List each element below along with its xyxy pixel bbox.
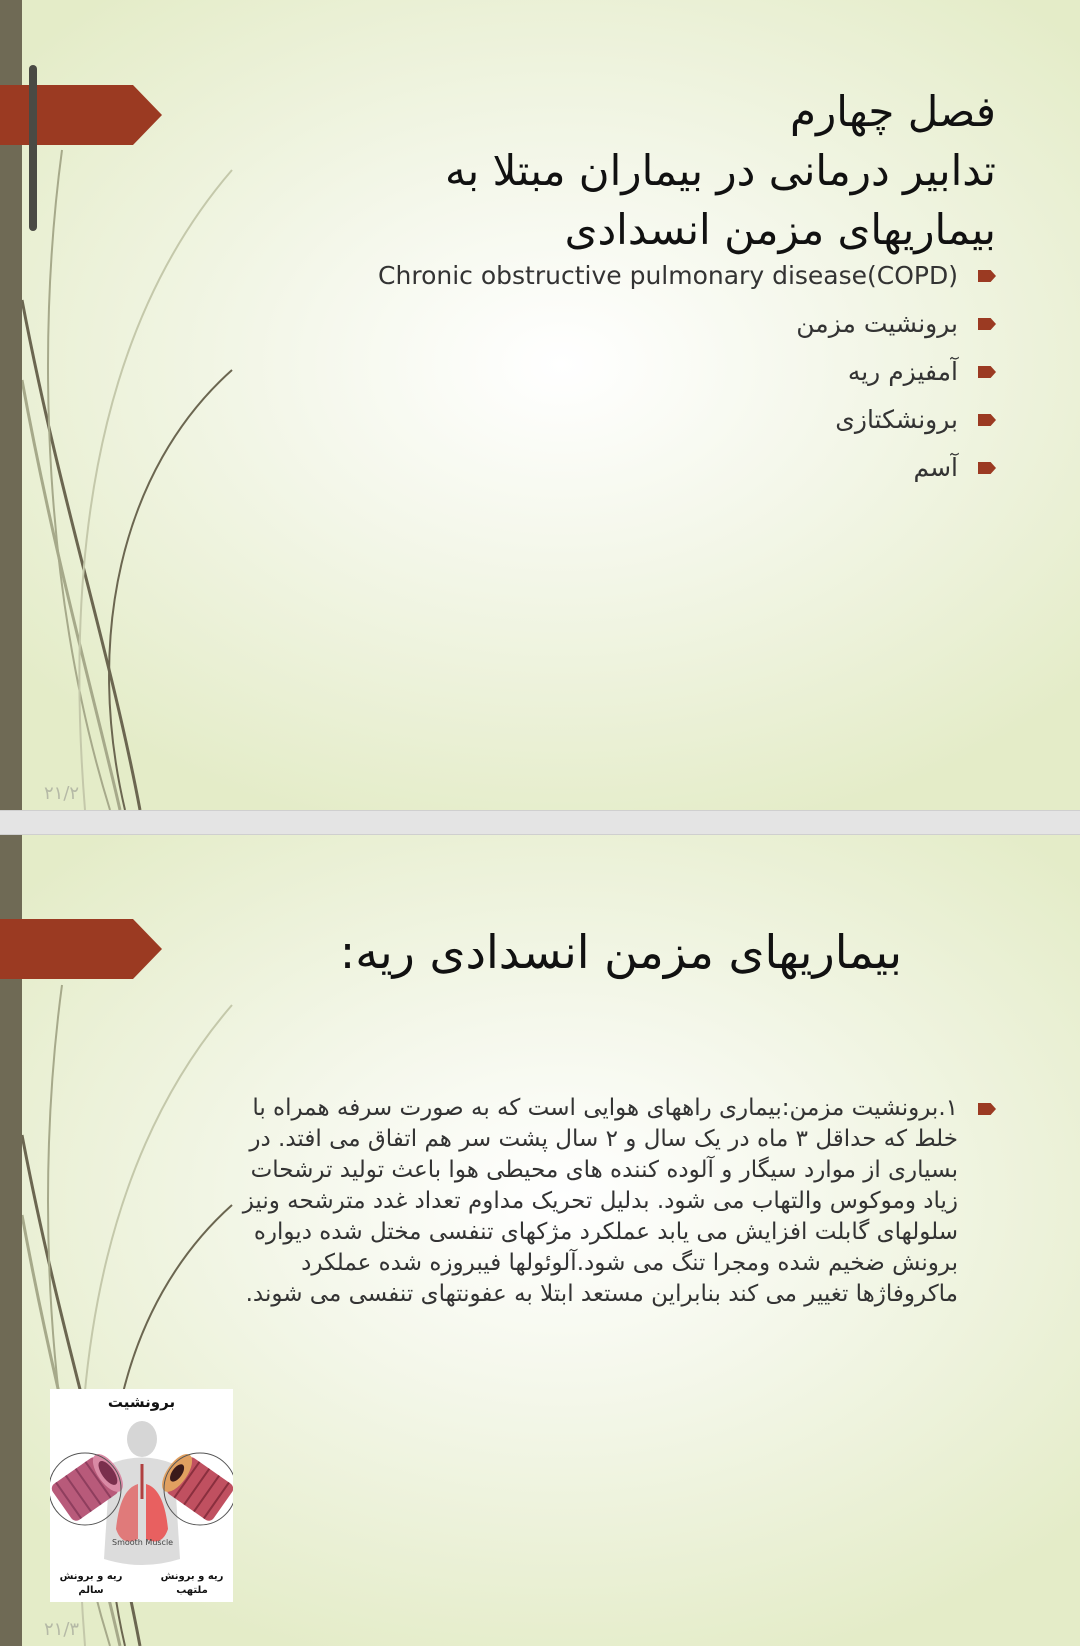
title-line: فصل چهارم bbox=[789, 87, 996, 136]
paragraph-text: ۱.برونشیت مزمن:بیماری راههای هوایی است که به صورت سرفه همراه با خلط که حداقل ۳ ماه در یک سال و ۲ سال پشت سر هم اتفاق می افتد. در بسیاری از موارد سیگار و آلوده کننده های محیطی هوا باعث تولید ترشحات زیاد وموکوس والتهاب می شود. بدلیل تحریک مداوم تعداد غدد مترشحه ونیز سلولهای گابلت افزایش می یابد عملکرد مژکهای تنفسی مختل شده دیواره برونش ضخیم شده ومجرا تنگ می شود.آلوئولها فیبروزه شده عملکرد ماکروفاژها تغییر می کند بنابراین مستعد ابتلا به عفونتهای تنفسی می شوند. bbox=[242, 1095, 958, 1307]
bronchitis-illustration bbox=[50, 1389, 233, 1602]
image-label-healthy: ریه و برونش سالم bbox=[59, 1571, 123, 1596]
list-item-text: برونشیت مزمن bbox=[796, 309, 958, 338]
list-item-text: آمفیزم ریه bbox=[847, 357, 958, 386]
title-line: بیماریهای مزمن انسدادی bbox=[564, 205, 996, 254]
arrow-bullet-icon bbox=[978, 462, 996, 474]
slide-number: ۲۱/۲ bbox=[44, 783, 80, 804]
list-item-text: Chronic obstructive pulmonary disease(COPD) bbox=[378, 261, 958, 290]
arrow-bullet-icon bbox=[978, 1103, 996, 1115]
slide-1 bbox=[0, 0, 1080, 810]
list-item bbox=[238, 1093, 998, 1310]
image-center-label: Smooth Muscle bbox=[112, 1538, 174, 1547]
list-item bbox=[238, 304, 998, 352]
title-arrow-tag bbox=[0, 919, 162, 979]
dark-strip bbox=[29, 65, 37, 231]
list-item bbox=[238, 256, 998, 304]
topic-list bbox=[238, 256, 998, 496]
list-item bbox=[238, 400, 998, 448]
image-label-inflamed: ریه و برونش ملتهب bbox=[160, 1571, 224, 1596]
title-arrow-tag bbox=[0, 85, 162, 145]
slide-separator bbox=[0, 810, 1080, 835]
list-item bbox=[238, 448, 998, 496]
arrow-bullet-icon bbox=[978, 414, 996, 426]
title-line: تدابیر درمانی در بیماران مبتلا به bbox=[444, 146, 996, 195]
arrow-bullet-icon bbox=[978, 366, 996, 378]
slide-1-title bbox=[296, 82, 996, 259]
slide-number: ۲۱/۳ bbox=[44, 1619, 80, 1640]
arrow-bullet-icon bbox=[978, 270, 996, 282]
image-caption: برونشیت bbox=[107, 1393, 176, 1411]
list-item-text: برونشکتازی bbox=[835, 405, 958, 434]
arrow-bullet-icon bbox=[978, 318, 996, 330]
list-item bbox=[238, 352, 998, 400]
content-list bbox=[238, 1093, 998, 1310]
list-item-text: آسم bbox=[913, 453, 958, 482]
slide-2-title: بیماریهای مزمن انسدادی ریه: bbox=[339, 925, 902, 979]
